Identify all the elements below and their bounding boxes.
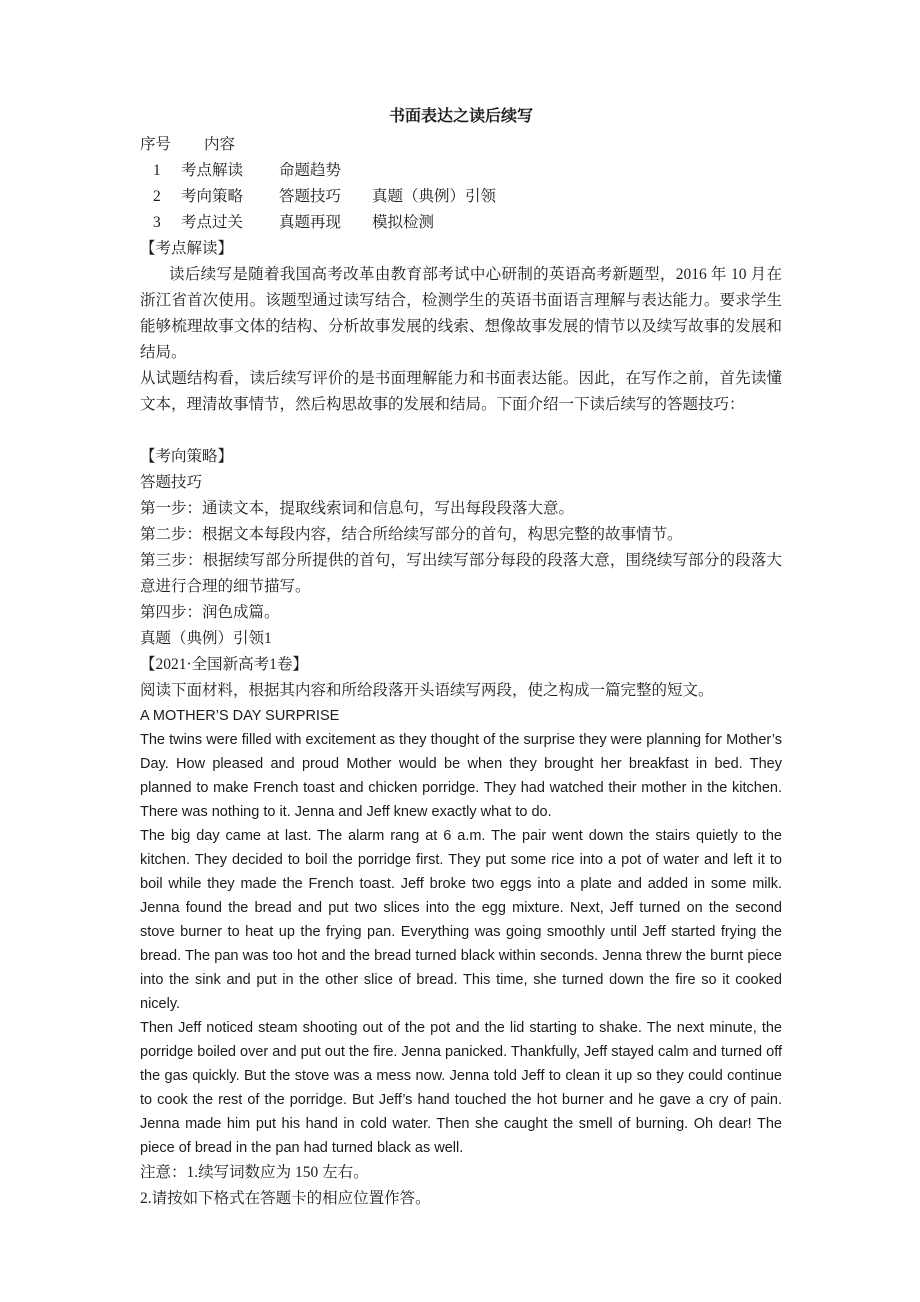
passage-paragraph: Then Jeff noticed steam shooting out of the pot and the lid starting to shake. The next minute, the porridge boiled over and put out the fire. Jenna panicked. Thankfully, Jeff stayed calm and turned off the gas quickly. But the stove was a mess now. Jenna told Jeff to clean it up so they could continue to cook the rest of the porridge. But Jeff’s hand touched the hot burner and he gave a cry of pain. Jenna made him put his hand in cold water. Then she caught the smell of burning. Oh dear! The piece of bread in the pan had turned black as well. [140,1020,782,1156]
index-row-num: 1 [153,162,161,179]
note-line-answer-format: 2.请按如下格式在答题卡的相应位置作答。 [140,1190,431,1207]
intro-paragraph: 读后续写是随着我国高考改革由教育部考试中心研制的英语高考新题型，2016 年 10 月在浙江省首次使用。该题型通过读写结合，检测学生的英语书面语言理解与表达能力。要求学生能够梳理故事文体的结构、分析故事发展的线索、想像故事发展的情节以及续写故事的发展和结局。 [140,266,782,361]
passage-paragraph: The big day came at last. The alarm rang at 6 a.m. The pair went down the stairs quietly to the kitchen. They decided to boil the porridge first. They put some rice into a pot of water and left it to boil while they made the French toast. Jeff broke two eggs into a plate and added in some milk. Jenna found the bread and put two slices into the egg mixture. Next, Jeff turned on the second stove burner to heat up the frying pan. Everything was going smoothly until Jeff started frying the bread. The pan was too hot and the bread turned black within seconds. Jenna threw the burnt piece into the sink and put in the other slice of bread. This time, she turned down the fire so it cooked nicely. [140,828,782,1012]
index-header-num: 序号 [140,136,172,153]
index-item: 模拟检测 [372,214,435,231]
index-row [140,210,782,236]
index-row [140,158,782,184]
passage-paragraph: The twins were filled with excitement as they thought of the surprise they were planning for Mother’s Day. How pleased and proud Mother would be when they brought her breakfast in bed. They planned to make French toast and chicken porridge. They had watched their mother in the kitchen. There was nothing to it. Jenna and Jeff knew exactly what to do. [140,732,782,820]
section-heading-strategy: 【考向策略】 [140,448,234,465]
intro-paragraph: 从试题结构看，读后续写评价的是书面理解能力和书面表达能。因此，在写作之前，首先读懂文本，理清故事情节，然后构思故事的发展和结局。下面介绍一下读后续写的答题技巧： [140,370,782,413]
index-item: 命题趋势 [279,162,342,179]
step-line: 第四步：润色成篇。 [140,604,280,621]
index-item: 考点解读 [181,162,244,179]
document-title: 书面表达之读后续写 [388,108,533,125]
index-row-num: 3 [153,214,161,231]
section-heading-exam-point-analysis: 【考点解读】 [140,240,234,257]
step-line: 第一步：通读文本，提取线索词和信息句，写出每段段落大意。 [140,500,575,517]
index-item: 考点过关 [181,214,244,231]
index-header-content: 内容 [204,136,236,153]
subheading-answer-skills: 答题技巧 [140,474,203,491]
index-header-row [140,132,782,158]
index-item: 答题技巧 [279,188,342,205]
step-line: 第二步：根据文本每段内容，结合所给续写部分的首句，构思完整的故事情节。 [140,526,683,543]
exam-source-tag: 【2021·全国新高考1卷】 [140,656,308,673]
index-item: 真题（典例）引领 [372,188,497,205]
index-item: 真题再现 [279,214,342,231]
step-line: 第三步：根据续写部分所提供的首句，写出续写部分每段的段落大意，围绕续写部分的段落大意进行合理的细节描写。 [140,552,782,595]
index-item: 考向策略 [181,188,244,205]
note-line-word-count: 注意：1.续写词数应为 150 左右。 [140,1164,369,1181]
task-instruction: 阅读下面材料，根据其内容和所给段落开头语续写两段，使之构成一篇完整的短文。 [140,682,714,699]
index-table [140,132,782,236]
passage-title: A MOTHER’S DAY SURPRISE [140,708,340,724]
index-row [140,184,782,210]
lead-line-real-exam: 真题（典例）引领1 [140,630,272,647]
index-row-num: 2 [153,188,161,205]
